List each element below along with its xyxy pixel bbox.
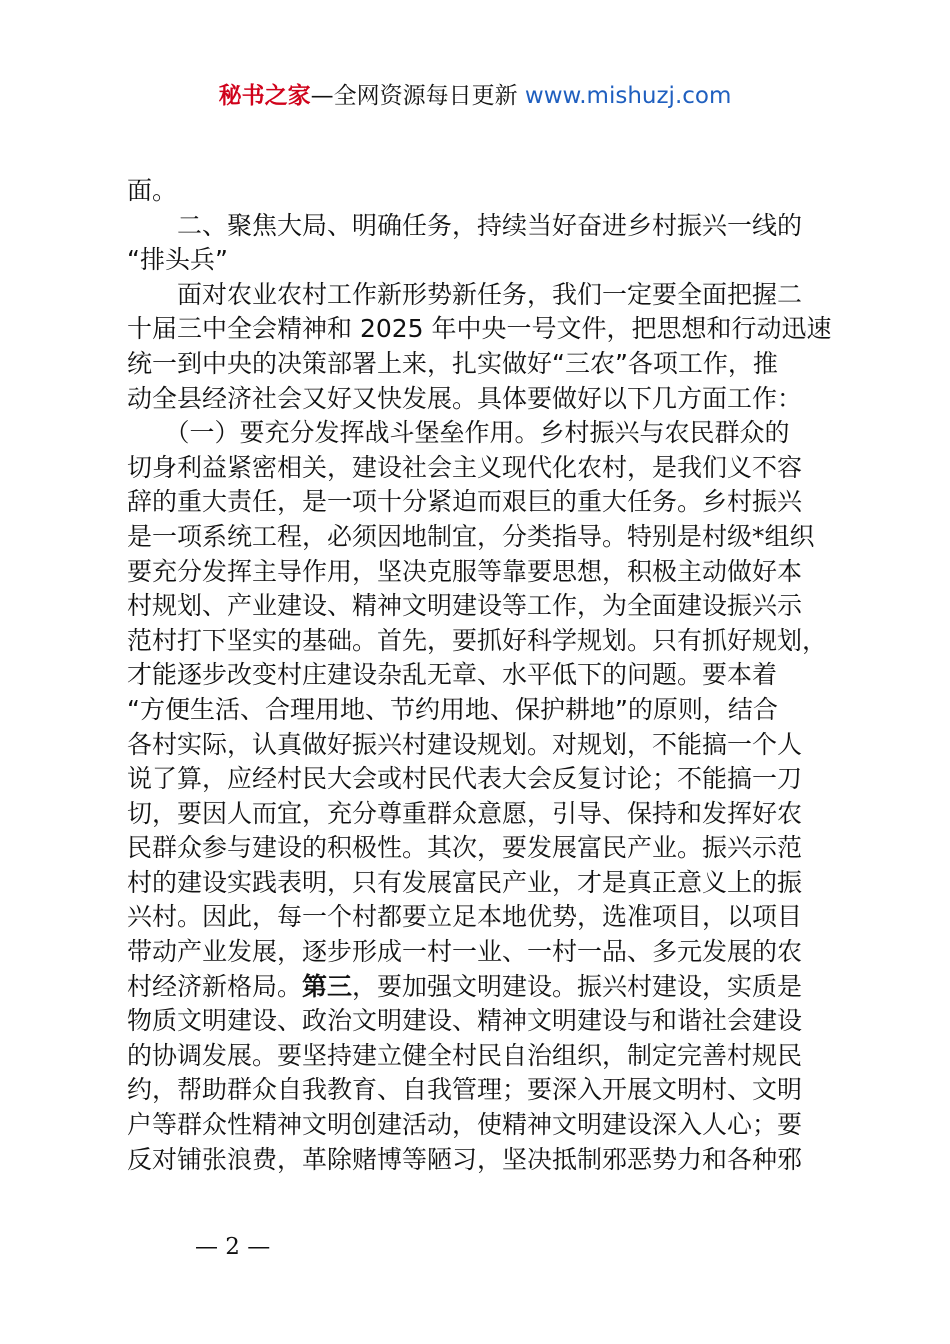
text-segment: ，要加强文明建设。振兴村建设，实质是 [352, 971, 803, 1001]
text-line: 民群众参与建设的积极性。其次，要发展富民产业。振兴示范 [127, 833, 803, 863]
section-heading-cont: “排头兵” [127, 245, 228, 275]
document-body [127, 174, 839, 1177]
site-banner [0, 80, 950, 112]
text-line: “方便生活、合理用地、节约用地、保护耕地”的原则，结合 [127, 694, 778, 724]
text-line: 村的建设实践表明，只有发展富民产业，才是真正意义上的振 [127, 867, 803, 897]
text-line: 统一到中央的决策部署上来，扎实做好“三农”各项工作，推 [127, 348, 778, 378]
text-line: 动全县经济社会又好又快发展。具体要做好以下几方面工作： [127, 383, 803, 413]
brand-name: 秘书之家 [218, 83, 311, 109]
text-line-mixed [127, 970, 839, 1005]
site-url: www.mishuzj.com [524, 83, 732, 109]
text-line: 面对农业农村工作新形势新任务，我们一定要全面把握二 [127, 279, 803, 309]
text-segment: 村经济新格局。 [127, 971, 303, 1001]
text-line: 的协调发展。要坚持建立健全村民自治组织，制定完善村规民 [127, 1040, 803, 1070]
text-line: 切，要因人而宜，充分尊重群众意愿，引导、保持和发挥好农 [127, 798, 803, 828]
text-line: 兴村。因此，每一个村都要立足本地优势，选准项目，以项目 [127, 902, 803, 932]
text-line: 面。 [127, 176, 178, 205]
text-line: 户等群众性精神文明创建活动，使精神文明建设深入人心；要 [127, 1110, 803, 1140]
text-line: 才能逐步改变村庄建设杂乱无章、水平低下的问题。要本着 [127, 660, 778, 690]
text-line: 村规划、产业建设、精神文明建设等工作，为全面建设振兴示 [127, 591, 803, 621]
bold-keyword: 第三 [302, 971, 353, 1001]
text-line: 十届三中全会精神和 2025 年中央一号文件，把思想和行动迅速 [127, 314, 832, 344]
banner-tagline: —全网资源每日更新 [310, 83, 525, 109]
text-line: 辞的重大责任，是一项十分紧迫而艰巨的重大任务。乡村振兴 [127, 487, 803, 517]
text-line: 各村实际，认真做好振兴村建设规划。对规划，不能搞一个人 [127, 729, 803, 759]
text-line: 要充分发挥主导作用，坚决克服等靠要思想，积极主动做好本 [127, 556, 803, 586]
text-line: 反对铺张浪费，革除赌博等陋习，坚决抵制邪恶势力和各种邪 [127, 1144, 803, 1174]
subsection-line: （一）要充分发挥战斗堡垒作用。乡村振兴与农民群众的 [127, 418, 790, 448]
text-line: 说了算，应经村民大会或村民代表大会反复讨论；不能搞一刀 [127, 764, 803, 794]
text-line: 约，帮助群众自我教育、自我管理；要深入开展文明村、文明 [127, 1075, 803, 1105]
text-line: 是一项系统工程，必须因地制宜，分类指导。特别是村级*组织 [127, 521, 815, 551]
text-line: 范村打下坚实的基础。首先，要抓好科学规划。只有抓好规划， [127, 625, 828, 655]
text-line: 物质文明建设、政治文明建设、精神文明建设与和谐社会建设 [127, 1006, 803, 1036]
text-line: 带动产业发展，逐步形成一村一业、一村一品、多元发展的农 [127, 937, 803, 967]
text-line: 切身利益紧密相关，建设社会主义现代化农村，是我们义不容 [127, 452, 803, 482]
page-number: — 2 — [195, 1234, 271, 1260]
section-heading: 二、聚焦大局、明确任务，持续当好奋进乡村振兴一线的 [127, 210, 803, 240]
